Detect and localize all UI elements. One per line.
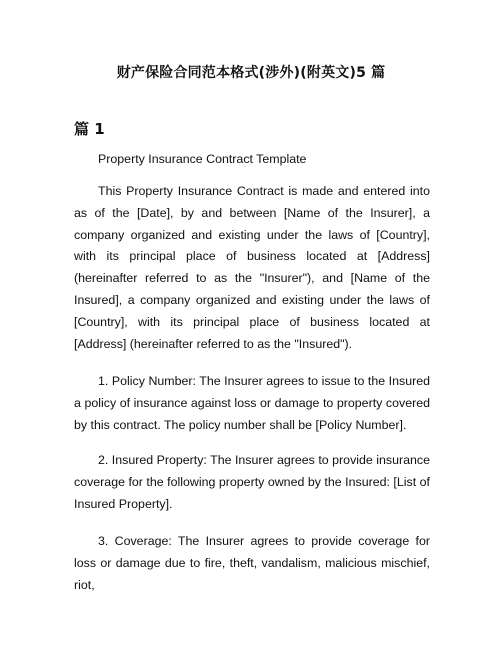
clause-coverage: 3. Coverage: The Insurer agrees to provide coverage for loss or damage due to fire, theft, vandalism, malicious mischief, riot, xyxy=(74,534,430,592)
intro-paragraph: This Property Insurance Contract is made and entered into as of the [Date], by and between [Name of the Insurer], a company organized and existing under the laws of [Country], with its principal place of business located at [Address] (hereinafter referred to as the "Insurer"), and [Name of the Insured], a company organized and existing under the laws of [Country], with its principal place of business located at [Address] (hereinafter referred to as the "Insured"). xyxy=(74,184,430,351)
contract-template-title: Property Insurance Contract Template xyxy=(98,152,307,166)
clause-insured-property: 2. Insured Property: The Insurer agrees to provide insurance coverage for the following property owned by the Insured: [List of Insured Property]. xyxy=(74,453,430,511)
document-title: 财产保险合同范本格式(涉外)(附英文)5 篇 xyxy=(116,65,386,81)
clause-policy-number: 1. Policy Number: The Insurer agrees to issue to the Insured a policy of insurance against loss or damage to property covered by this contract. The policy number shall be [Policy Number]. xyxy=(74,374,430,432)
section-heading: 篇 1 xyxy=(74,120,105,138)
